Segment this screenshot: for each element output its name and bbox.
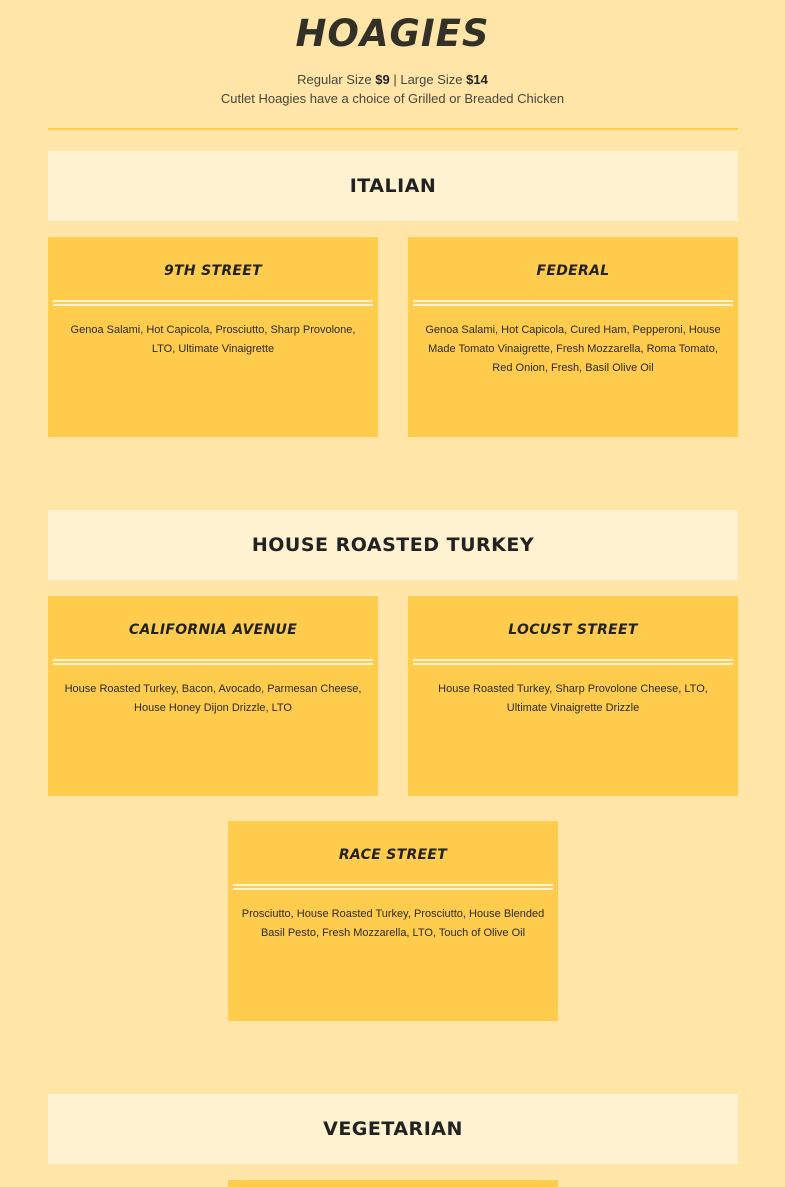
cutlet-note: Cutlet Hoagies have a choice of Grilled or Breaded Chicken <box>220 91 565 106</box>
pricing-line <box>0 72 785 87</box>
card-divider <box>413 659 733 665</box>
large-size-label: Large Size <box>400 72 463 87</box>
menu-item-name: 9TH STREET <box>164 263 262 279</box>
menu-item-card <box>48 237 378 437</box>
section-header-turkey <box>48 510 738 580</box>
price-separator: | <box>393 72 397 87</box>
page-title: HOAGIES <box>295 12 490 55</box>
regular-size-price: $9 <box>375 72 390 87</box>
section-title: ITALIAN <box>349 175 437 197</box>
large-size-price: $14 <box>466 72 488 87</box>
menu-item-description: House Roasted Turkey, Sharp Provolone Cheese, LTO, Ultimate Vinaigrette Drizzle <box>438 683 708 714</box>
menu-item-description: Genoa Salami, Hot Capicola, Prosciutto, Sharp Provolone, LTO, Ultimate Vinaigrette <box>70 324 356 355</box>
menu-item-card <box>228 821 558 1021</box>
menu-item-card <box>408 596 738 796</box>
header-divider <box>48 128 738 130</box>
regular-size-label: Regular Size <box>297 72 372 87</box>
section-header-vegetarian <box>48 1094 738 1164</box>
menu-item-card <box>228 1180 558 1187</box>
card-divider <box>233 884 553 890</box>
menu-item-card <box>48 596 378 796</box>
card-divider <box>53 300 373 306</box>
section-header-italian <box>48 151 738 221</box>
section-title: VEGETARIAN <box>323 1118 463 1140</box>
menu-item-description: Genoa Salami, Hot Capicola, Cured Ham, Pepperoni, House Made Tomato Vinaigrette, Fresh Mozzarella, Roma Tomato, Red Onion, Fresh, Basil Olive Oil <box>425 324 721 374</box>
menu-item-name: RACE STREET <box>338 847 448 863</box>
menu-item-description: Prosciutto, House Roasted Turkey, Prosciutto, House Blended Basil Pesto, Fresh Mozzarella, LTO, Touch of Olive Oil <box>241 908 545 939</box>
card-divider <box>53 659 373 665</box>
menu-item-name: FEDERAL <box>536 263 610 279</box>
card-divider <box>413 300 733 306</box>
menu-item-name: CALIFORNIA AVENUE <box>128 622 298 638</box>
menu-item-name: LOCUST STREET <box>508 622 638 638</box>
menu-item-card <box>408 237 738 437</box>
menu-item-description: House Roasted Turkey, Bacon, Avocado, Parmesan Cheese, House Honey Dijon Drizzle, LTO <box>64 683 362 714</box>
section-title: HOUSE ROASTED TURKEY <box>251 534 535 556</box>
